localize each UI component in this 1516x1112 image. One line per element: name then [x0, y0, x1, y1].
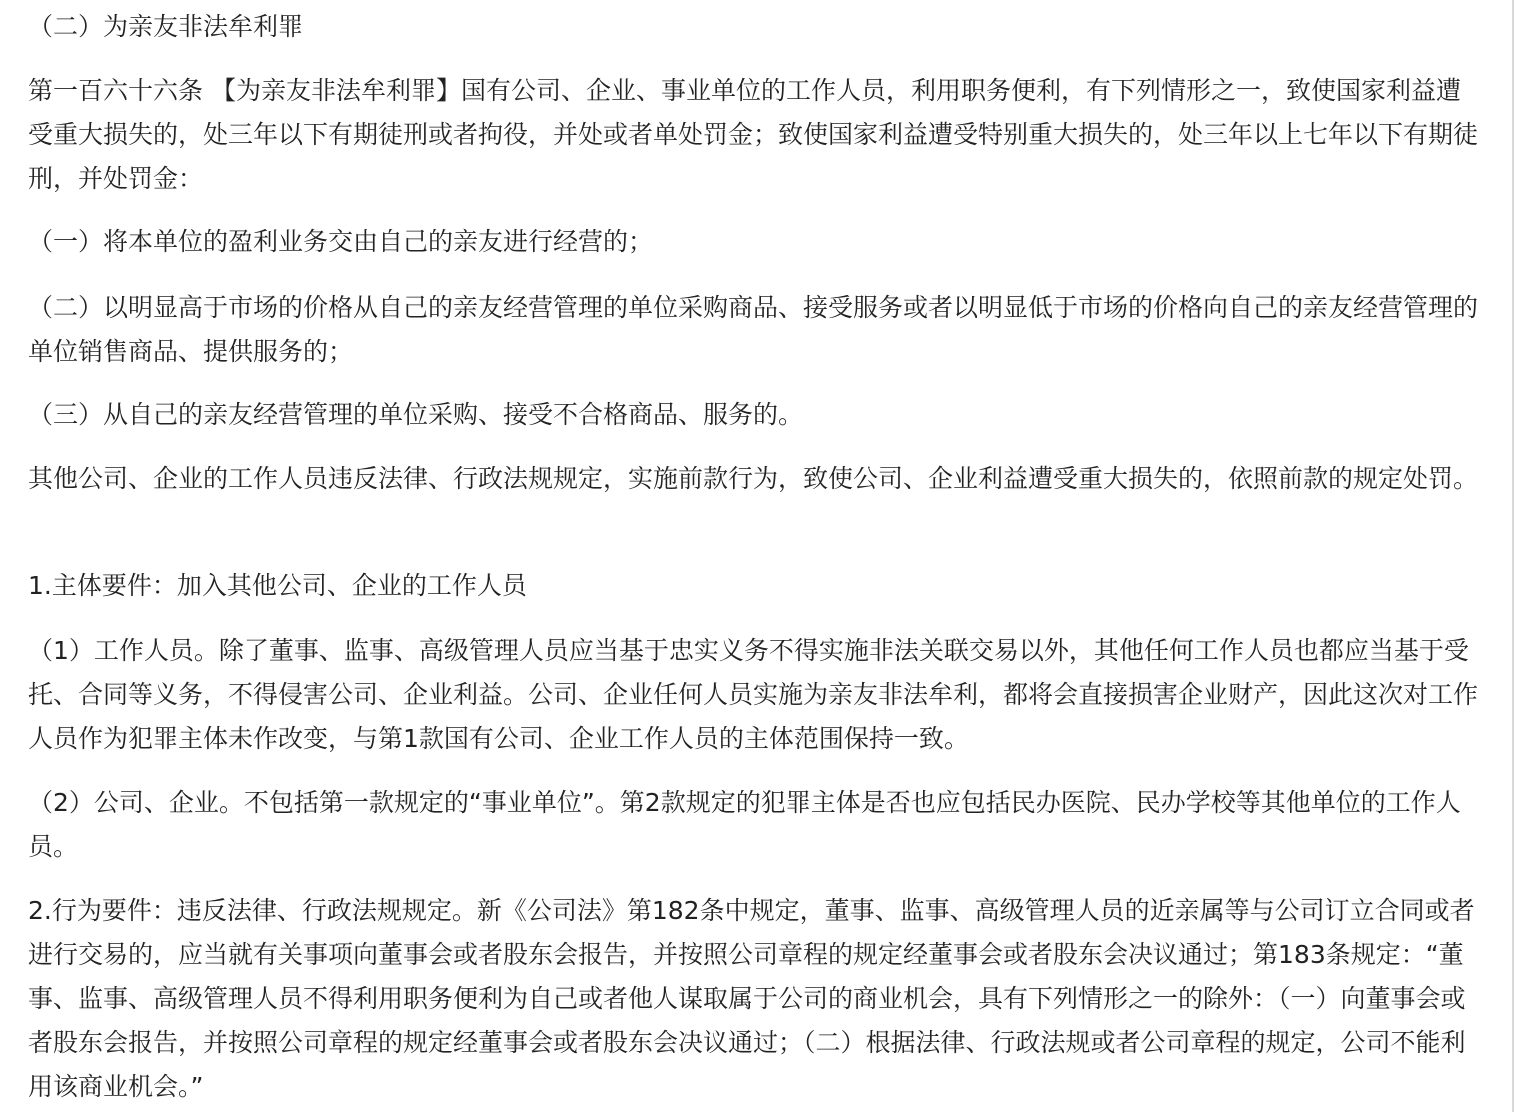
other-companies-paragraph: 其他公司、企业的工作人员违反法律、行政法规规定，实施前款行为，致使公司、企业利益遭受重大损失的，依照前款的规定处罚。 [28, 464, 1479, 493]
conduct-element-paragraph: 2.行为要件：违反法律、行政法规规定。新《公司法》第182条中规定，董事、监事、高级管理人员的近亲属等与公司订立合同或者进行交易的，应当就有关事项向董事会或者股东会报告，并按照公司章程的规定经董事会或者股东会决议通过；第183条规定：“董事、监事、高级管理人员不得利用职务便利为自己或者他人谋取属于公司的商业机会，具有下列情形之一的除外：（一）向董事会或者股东会报告，并按照公司章程的规定经董事会或者股东会决议通过；（二）根据法律、行政法规或者公司章程的规定，公司不能利用该商业机会。” [28, 896, 1475, 1101]
staff-paragraph: （1）工作人员。除了董事、监事、高级管理人员应当基于忠实义务不得实施非法关联交易以外，其他任何工作人员也都应当基于受托、合同等义务，不得侵害公司、企业利益。公司、企业任何人员实施为亲友非法牟利，都将会直接损害企业财产，因此这次对工作人员作为犯罪主体未作改变，与第1款国有公司、企业工作人员的主体范围保持一致。 [28, 636, 1479, 753]
clause-2-paragraph: （二）以明显高于市场的价格从自己的亲友经营管理的单位采购商品、接受服务或者以明显低于市场的价格向自己的亲友经营管理的单位销售商品、提供服务的； [28, 293, 1479, 366]
company-paragraph: （2）公司、企业。不包括第一款规定的“事业单位”。第2款规定的犯罪主体是否也应包括民办医院、民办学校等其他单位的工作人员。 [28, 788, 1461, 861]
subject-element-heading: 1.主体要件：加入其他公司、企业的工作人员 [28, 571, 527, 600]
article-166-paragraph: 第一百六十六条 【为亲友非法牟利罪】国有公司、企业、事业单位的工作人员，利用职务便利，有下列情形之一，致使国家利益遭受重大损失的，处三年以下有期徒刑或者拘役，并处或者单处罚金；致使国家利益遭受特别重大损失的，处三年以上七年以下有期徒刑，并处罚金： [28, 76, 1479, 193]
clause-1-paragraph: （一）将本单位的盈利业务交由自己的亲友进行经营的； [28, 227, 654, 256]
section-heading: （二）为亲友非法牟利罪 [28, 12, 304, 41]
clause-3-paragraph: （三）从自己的亲友经营管理的单位采购、接受不合格商品、服务的。 [28, 400, 804, 429]
